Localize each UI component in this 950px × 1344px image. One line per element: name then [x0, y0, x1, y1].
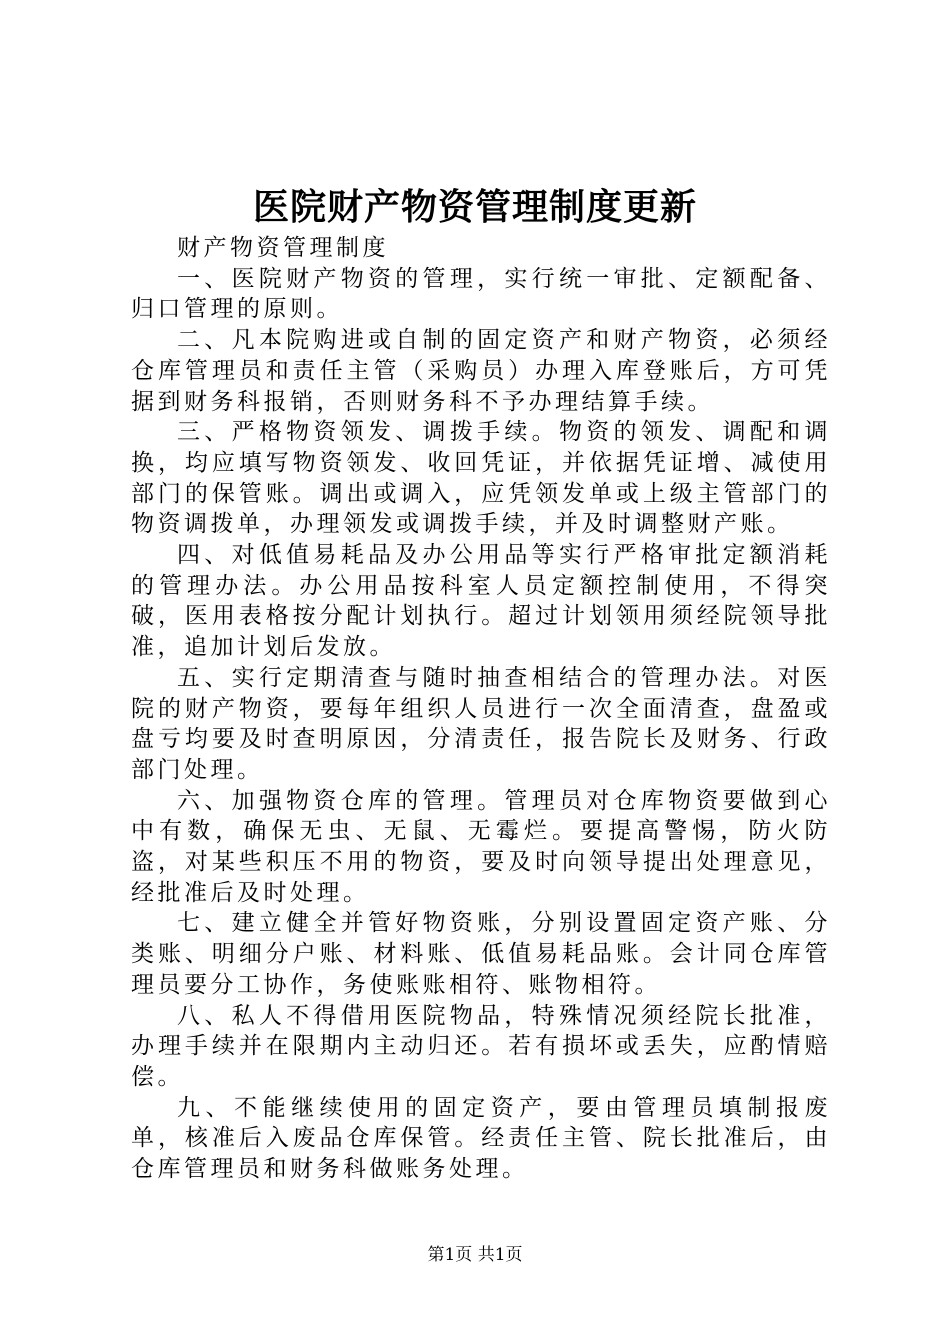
paragraph-item-1: 一、医院财产物资的管理，实行统一审批、定额配备、归口管理的原则。 — [131, 265, 831, 323]
paragraph-item-9: 九、不能继续使用的固定资产，要由管理员填制报废单，核准后入废品仓库保管。经责任主管、院长批准后，由仓库管理员和财务科做账务处理。 — [131, 1094, 831, 1183]
document-body — [131, 233, 831, 1185]
page-footer: 第1页 共1页 — [427, 1245, 523, 1265]
paragraph-item-8: 八、私人不得借用医院物品，特殊情况须经院长批准，办理手续并在限期内主动归还。若有损坏或丢失，应酌情赔偿。 — [131, 1002, 831, 1090]
paragraph-heading: 财产物资管理制度 — [177, 235, 389, 261]
paragraph-item-4: 四、对低值易耗品及办公用品等实行严格审批定额消耗的管理办法。办公用品按科室人员定额控制使用，不得突破，医用表格按分配计划执行。超过计划领用须经院领导批准，追加计划后发放。 — [131, 542, 831, 661]
paragraph-item-2: 二、凡本院购进或自制的固定资产和财产物资，必须经仓库管理员和责任主管（采购员）办理入库登账后，方可凭据到财务科报销，否则财务科不予办理结算手续。 — [131, 327, 831, 415]
paragraph-item-7: 七、建立健全并管好物资账，分别设置固定资产账、分类账、明细分户账、材料账、低值易耗品账。会计同仓库管理员要分工协作，务使账账相符、账物相符。 — [131, 910, 831, 998]
paragraph-item-6: 六、加强物资仓库的管理。管理员对仓库物资要做到心中有数，确保无虫、无鼠、无霉烂。要提高警惕，防火防盗，对某些积压不用的物资，要及时向领导提出处理意见，经批准后及时处理。 — [131, 787, 831, 906]
paragraph-item-3: 三、严格物资领发、调拨手续。物资的领发、调配和调换，均应填写物资领发、收回凭证，并依据凭证增、减使用部门的保管账。调出或调入，应凭领发单或上级主管部门的物资调拨单，办理领发或调拨手续，并及时调整财产账。 — [131, 419, 831, 538]
paragraph-item-5: 五、实行定期清查与随时抽查相结合的管理办法。对医院的财产物资，要每年组织人员进行一次全面清查，盘盈或盘亏均要及时查明原因，分清责任，报告院长及财务、行政部门处理。 — [131, 664, 831, 783]
document-title: 医院财产物资管理制度更新 — [252, 186, 697, 228]
